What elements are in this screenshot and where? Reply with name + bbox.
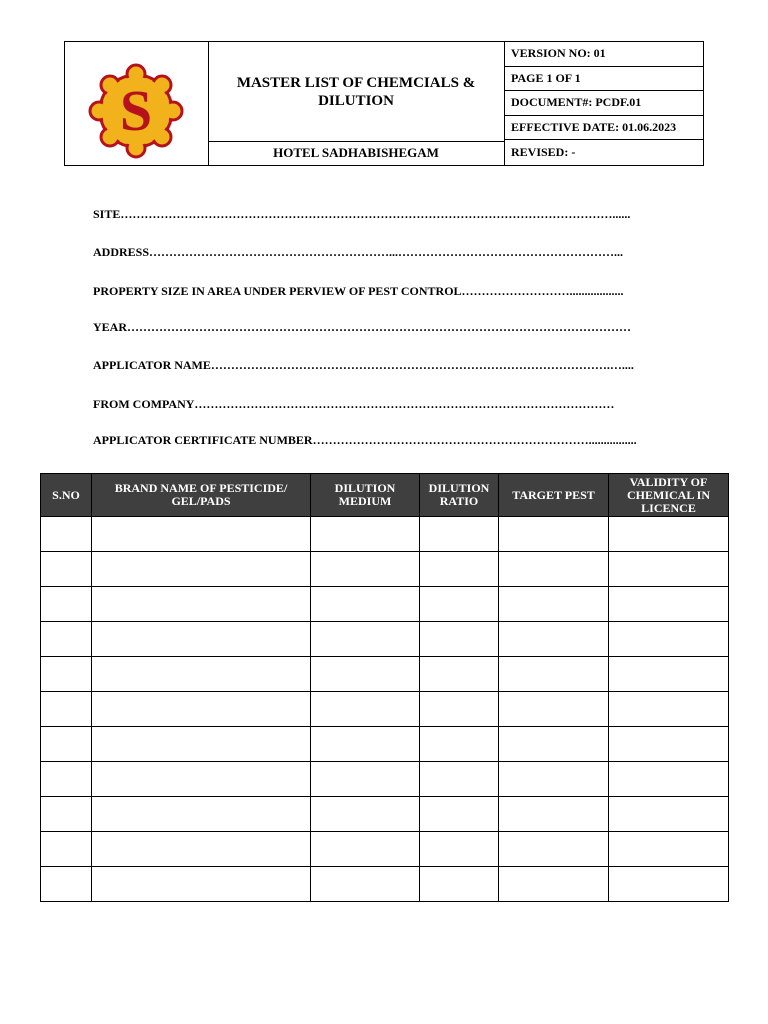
table-row — [41, 552, 729, 587]
table-cell[interactable] — [499, 797, 609, 832]
table-cell[interactable] — [499, 587, 609, 622]
table-cell[interactable] — [609, 552, 729, 587]
svg-text:S: S — [119, 78, 153, 143]
table-cell[interactable] — [92, 517, 311, 552]
table-cell[interactable] — [41, 797, 92, 832]
table-row — [41, 692, 729, 727]
table-cell[interactable] — [499, 692, 609, 727]
table-cell[interactable] — [499, 517, 609, 552]
table-cell[interactable] — [420, 692, 499, 727]
table-cell[interactable] — [420, 797, 499, 832]
table-cell[interactable] — [311, 727, 420, 762]
table-row — [41, 727, 729, 762]
table-cell[interactable] — [41, 622, 92, 657]
table-cell[interactable] — [420, 552, 499, 587]
revised: REVISED: - — [511, 145, 576, 160]
table-cell[interactable] — [420, 517, 499, 552]
applicator-name-field[interactable]: APPLICATOR NAME……………………………………………………………………………………….….... — [93, 358, 634, 372]
document-number: DOCUMENT#: PCDF.01 — [505, 91, 703, 116]
table-body — [41, 517, 729, 902]
table-cell[interactable] — [609, 762, 729, 797]
table-header-row — [41, 474, 729, 517]
logo-cell — [65, 42, 209, 165]
table-cell[interactable] — [311, 622, 420, 657]
table-cell[interactable] — [609, 727, 729, 762]
table-cell[interactable] — [311, 517, 420, 552]
table-cell[interactable] — [609, 587, 729, 622]
table-cell[interactable] — [499, 727, 609, 762]
table-cell[interactable] — [311, 832, 420, 867]
table-cell[interactable] — [41, 517, 92, 552]
table-cell[interactable] — [41, 867, 92, 902]
table-cell[interactable] — [609, 692, 729, 727]
version-number: VERSION NO: 01 — [505, 42, 703, 67]
document-meta — [505, 42, 703, 165]
document-title: MASTER LIST OF CHEMCIALS & DILUTION — [236, 74, 476, 109]
table-cell[interactable] — [41, 832, 92, 867]
applicator-certificate-field[interactable]: APPLICATOR CERTIFICATE NUMBER……………………………………………………………................ — [93, 433, 637, 447]
col-dilution-medium: DILUTION MEDIUM — [311, 474, 420, 517]
title-cell — [208, 42, 505, 142]
col-sno: S.NO — [41, 474, 92, 517]
table-cell[interactable] — [420, 587, 499, 622]
effective-date: EFFECTIVE DATE: 01.06.2023 — [505, 116, 703, 141]
table-cell[interactable] — [420, 622, 499, 657]
chemicals-table — [40, 473, 729, 902]
table-cell[interactable] — [609, 517, 729, 552]
table-cell[interactable] — [41, 587, 92, 622]
table-cell[interactable] — [311, 762, 420, 797]
table-cell[interactable] — [311, 797, 420, 832]
table-row — [41, 622, 729, 657]
table-cell[interactable] — [92, 692, 311, 727]
table-cell[interactable] — [420, 832, 499, 867]
hotel-logo — [65, 42, 208, 165]
hotel-name: HOTEL SADHABISHEGAM — [208, 141, 505, 165]
document-header — [64, 41, 704, 166]
table-cell[interactable] — [420, 762, 499, 797]
col-dilution-ratio: DILUTION RATIO — [420, 474, 499, 517]
table-cell[interactable] — [41, 657, 92, 692]
table-row — [41, 657, 729, 692]
table-cell[interactable] — [311, 657, 420, 692]
table-cell[interactable] — [41, 762, 92, 797]
table-cell[interactable] — [609, 657, 729, 692]
site-field[interactable]: SITE……………………………………………………………………………………………………………...... — [93, 207, 631, 221]
table-cell[interactable] — [92, 832, 311, 867]
table-cell[interactable] — [499, 622, 609, 657]
table-cell[interactable] — [92, 657, 311, 692]
table-cell[interactable] — [609, 832, 729, 867]
table-cell[interactable] — [92, 552, 311, 587]
table-row — [41, 832, 729, 867]
table-cell[interactable] — [499, 762, 609, 797]
table-cell[interactable] — [41, 727, 92, 762]
table-cell[interactable] — [609, 867, 729, 902]
table-cell[interactable] — [499, 867, 609, 902]
property-size-field[interactable]: PROPERTY SIZE IN AREA UNDER PERVIEW OF PEST CONTROL……………………….................. — [93, 284, 624, 298]
table-row — [41, 587, 729, 622]
table-cell[interactable] — [311, 867, 420, 902]
table-cell[interactable] — [41, 552, 92, 587]
table-cell[interactable] — [311, 552, 420, 587]
from-company-field[interactable]: FROM COMPANY…………………………………………………………………………………………… — [93, 397, 615, 411]
table-cell[interactable] — [41, 692, 92, 727]
table-cell[interactable] — [92, 762, 311, 797]
table-cell[interactable] — [92, 622, 311, 657]
table-cell[interactable] — [499, 657, 609, 692]
table-cell[interactable] — [420, 657, 499, 692]
table-cell[interactable] — [311, 587, 420, 622]
table-cell[interactable] — [311, 692, 420, 727]
table-cell[interactable] — [499, 552, 609, 587]
table-row — [41, 867, 729, 902]
table-cell[interactable] — [609, 622, 729, 657]
table-row — [41, 762, 729, 797]
table-row — [41, 517, 729, 552]
table-row — [41, 797, 729, 832]
table-cell[interactable] — [420, 727, 499, 762]
address-field[interactable]: ADDRESS……………………………………………………...………………………………………………... — [93, 245, 624, 259]
table-cell[interactable] — [92, 587, 311, 622]
table-cell[interactable] — [499, 832, 609, 867]
col-brand-name: BRAND NAME OF PESTICIDE/ GEL/PADS — [92, 474, 311, 517]
col-target-pest: TARGET PEST — [499, 474, 609, 517]
year-field[interactable]: YEAR……………………………………………………………………………………………………………… — [93, 320, 632, 334]
table-cell[interactable] — [92, 727, 311, 762]
table-cell[interactable] — [420, 867, 499, 902]
table-cell[interactable] — [609, 797, 729, 832]
table-cell[interactable] — [92, 797, 311, 832]
page-number: PAGE 1 OF 1 — [505, 67, 703, 92]
table-cell[interactable] — [92, 867, 311, 902]
col-validity: VALIDITY OF CHEMICAL IN LICENCE — [609, 474, 729, 517]
